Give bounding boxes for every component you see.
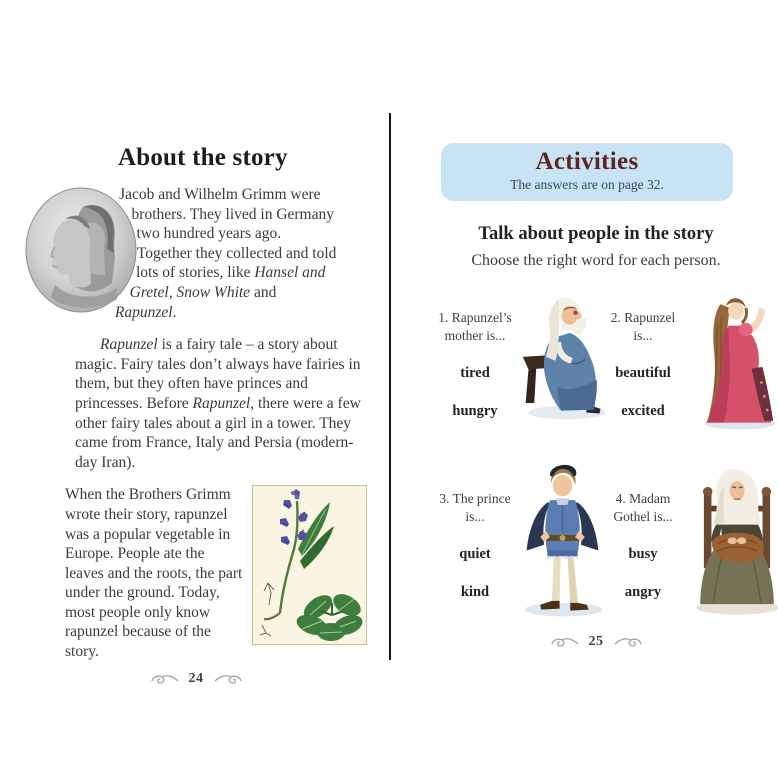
- madam-gothel-illustration: [685, 452, 778, 625]
- activities-panel: [441, 143, 733, 201]
- activities-subtitle: The answers are on page 32.: [510, 177, 664, 192]
- flourish-icon: [213, 673, 243, 685]
- right-page: [425, 143, 767, 650]
- prince-illustration: [517, 452, 609, 625]
- about-paragraph-1-run: Jacob and Wilhelm Grimm were brothers. They lived in Germany two hundred years ago. Together they collected and told lots of stories, like: [119, 186, 337, 282]
- grimm-brothers-portrait: [25, 187, 137, 314]
- activity-option: kind: [460, 584, 490, 600]
- activity-option: hungry: [452, 403, 498, 419]
- about-paragraph-1: [25, 185, 339, 322]
- activity-section-title: Talk about people in the story: [478, 224, 714, 244]
- activity-option: beautiful: [615, 365, 671, 381]
- right-page-footer: [425, 634, 767, 650]
- activity-option: tired: [460, 365, 490, 381]
- story-title-rapunzel: Rapunzel: [192, 394, 251, 412]
- about-paragraph-1-run: ,: [168, 283, 177, 301]
- left-page-footer: [25, 671, 367, 687]
- activity-option: quiet: [459, 546, 491, 562]
- about-paragraph-2-run: is a fairy tale – a story about magic. Fairy tales don’t always have fairies in them, but they often have princes and princesses. Before: [75, 336, 361, 412]
- story-title-rapunzel: Rapunzel: [100, 336, 158, 354]
- activity-question: 4. Madam Gothel is...: [613, 491, 673, 524]
- story-title-hansel-and-gretel: Hansel and Gretel: [129, 264, 326, 301]
- page-number: 25: [588, 634, 604, 649]
- activities-title: Activities: [535, 148, 639, 175]
- about-paragraph-1-run: .: [172, 303, 177, 321]
- rapunzel-mother-illustration: [517, 283, 613, 438]
- about-paragraph-3: When the Brothers Grimm wrote their story, rapunzel was a popular vegetable in Europe. People ate the leaves and the roots, the part under the ground. Today, most people only know rapunzel because of the story.: [65, 486, 243, 661]
- activity-question: 1. Rapunzel’s mother is...: [438, 310, 512, 343]
- flourish-icon: [150, 673, 180, 685]
- book-spine-divider: [389, 113, 391, 660]
- rapunzel-plant-illustration: [252, 485, 367, 661]
- activity-item-1: [433, 283, 601, 438]
- about-paragraph-2-run: , there were a few other fairy tales about a girl in a tower. They came from France, Italy and Persia (modern-day Iran).: [75, 394, 361, 471]
- activity-question: 2. Rapunzel is...: [610, 310, 676, 343]
- rapunzel-illustration: [685, 283, 778, 438]
- story-title-rapunzel: Rapunzel: [114, 303, 173, 321]
- activity-item-2: [601, 283, 769, 438]
- flourish-icon: [550, 636, 580, 648]
- activity-option: busy: [628, 546, 658, 562]
- activity-item-3: [433, 452, 601, 625]
- flourish-icon: [613, 636, 643, 648]
- story-title-snow-white: Snow White: [176, 283, 251, 301]
- page-title: About the story: [118, 144, 288, 171]
- activity-option: angry: [624, 584, 662, 600]
- about-paragraph-2: [75, 335, 365, 472]
- left-page: [25, 144, 367, 687]
- activity-option: excited: [621, 403, 665, 419]
- activity-question: 3. The prince is...: [439, 491, 511, 524]
- activity-items: [433, 283, 767, 625]
- page-number: 24: [188, 670, 204, 686]
- activity-section-subtitle: Choose the right word for each person.: [471, 252, 721, 269]
- about-paragraph-1-run: and: [250, 283, 277, 301]
- activity-item-4: [601, 452, 769, 625]
